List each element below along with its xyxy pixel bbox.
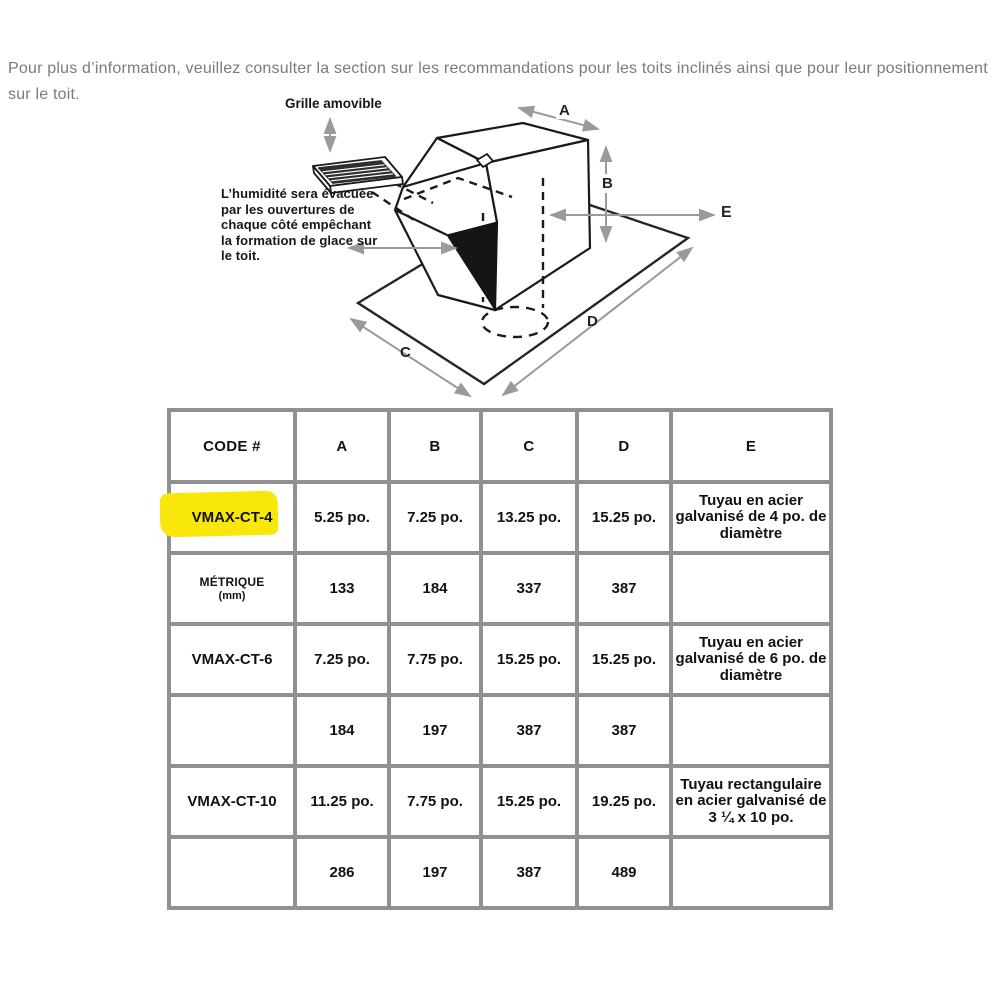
cell-b: 197 bbox=[389, 695, 481, 766]
cell-b: 7.75 po. bbox=[389, 624, 481, 695]
cell-e bbox=[671, 837, 831, 908]
cell-d: 15.25 po. bbox=[577, 624, 671, 695]
cell-code bbox=[169, 695, 295, 766]
cell-e bbox=[671, 695, 831, 766]
cell-c: 337 bbox=[481, 553, 577, 624]
spec-table bbox=[167, 408, 833, 910]
cell-c: 15.25 po. bbox=[481, 766, 577, 837]
cell-e: Tuyau en acier galvanisé de 6 po. de diamètre bbox=[671, 624, 831, 695]
dim-label-d: D bbox=[587, 313, 598, 330]
dim-label-c: C bbox=[400, 344, 411, 361]
cell-c: 387 bbox=[481, 695, 577, 766]
cell-code bbox=[169, 837, 295, 908]
intro-text: Pour plus d’information, veuillez consulter la section sur les recommandations pour les toits inclinés ainsi que pour leur positionnement sur le toit. bbox=[8, 60, 988, 103]
table-row-vmax-ct-10 bbox=[169, 766, 831, 837]
dim-label-a: A bbox=[556, 102, 573, 119]
cell-d: 19.25 po. bbox=[577, 766, 671, 837]
cell-e: Tuyau rectangulaire en acier galvanisé de 3 ¼ x 10 po. bbox=[671, 766, 831, 837]
dim-label-e: E bbox=[721, 204, 732, 221]
col-header-code: CODE # bbox=[169, 410, 295, 482]
cell-d: 489 bbox=[577, 837, 671, 908]
cell-b: 184 bbox=[389, 553, 481, 624]
cell-a: 5.25 po. bbox=[295, 482, 389, 553]
metric-label: MÉTRIQUE bbox=[199, 575, 265, 589]
cell-e bbox=[671, 553, 831, 624]
cell-d: 15.25 po. bbox=[577, 482, 671, 553]
col-header-a: A bbox=[295, 410, 389, 482]
grille-label: Grille amovible bbox=[285, 96, 382, 111]
metric-unit: (mm) bbox=[218, 590, 246, 602]
cell-a: 11.25 po. bbox=[295, 766, 389, 837]
table-row-vmax-ct-6 bbox=[169, 624, 831, 695]
table-row-metric-3 bbox=[169, 837, 831, 908]
cell-a: 286 bbox=[295, 837, 389, 908]
dim-label-b: B bbox=[599, 174, 616, 193]
col-header-b: B bbox=[389, 410, 481, 482]
cell-a: 7.25 po. bbox=[295, 624, 389, 695]
cell-b: 7.25 po. bbox=[389, 482, 481, 553]
header-row bbox=[169, 410, 831, 482]
cell-d: 387 bbox=[577, 553, 671, 624]
col-header-c: C bbox=[481, 410, 577, 482]
cell-e: Tuyau en acier galvanisé de 4 po. de diamètre bbox=[671, 482, 831, 553]
table-row-metric-1 bbox=[169, 553, 831, 624]
cell-code: VMAX-CT-6 bbox=[169, 624, 295, 695]
col-header-e: E bbox=[671, 410, 831, 482]
cell-c: 387 bbox=[481, 837, 577, 908]
vent-diagram bbox=[0, 0, 1000, 410]
humidity-note: L’humidité sera évacuée par les ouvertures de chaque côté empêchant la formation de glace sur le toit. bbox=[221, 186, 378, 263]
cell-code: VMAX-CT-10 bbox=[169, 766, 295, 837]
table-row-metric-2 bbox=[169, 695, 831, 766]
table-row-vmax-ct-4 bbox=[169, 482, 831, 553]
cell-a: 133 bbox=[295, 553, 389, 624]
code-text: VMAX-CT-4 bbox=[191, 509, 273, 526]
cell-c: 13.25 po. bbox=[481, 482, 577, 553]
cell-code bbox=[169, 482, 295, 553]
cell-b: 7.75 po. bbox=[389, 766, 481, 837]
cell-a: 184 bbox=[295, 695, 389, 766]
cell-c: 15.25 po. bbox=[481, 624, 577, 695]
cell-b: 197 bbox=[389, 837, 481, 908]
cell-d: 387 bbox=[577, 695, 671, 766]
cell-code bbox=[169, 553, 295, 624]
col-header-d: D bbox=[577, 410, 671, 482]
